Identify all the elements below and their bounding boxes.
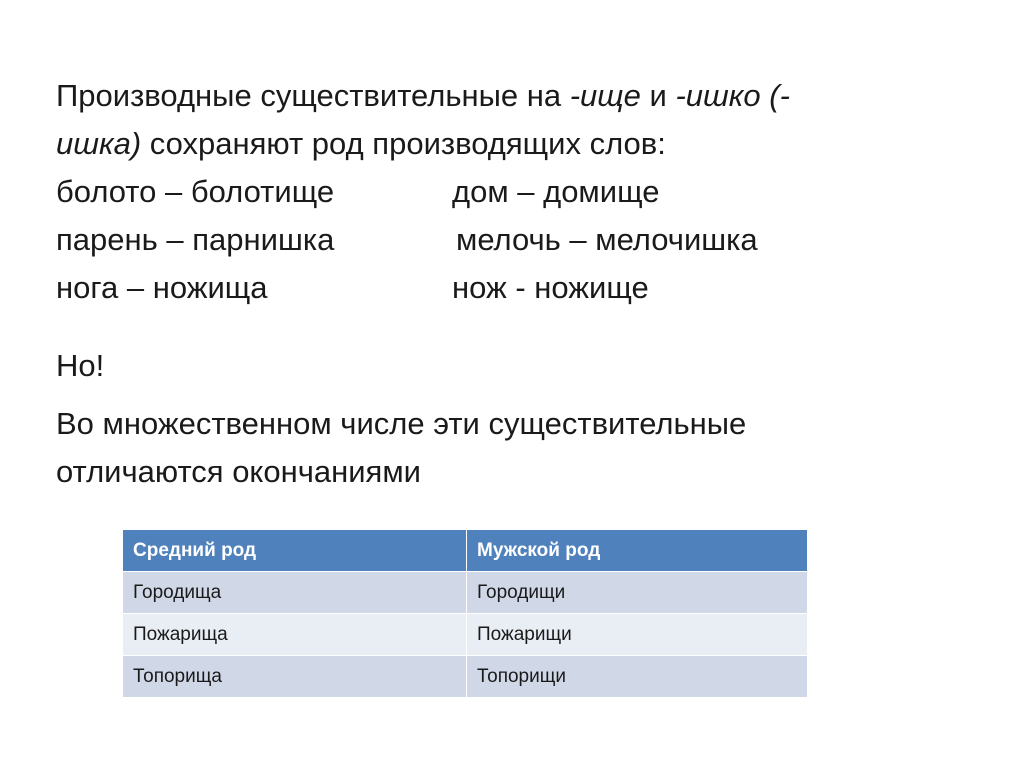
intro-text: Производные существительные на: [56, 78, 570, 113]
table-cell: Пожарища: [123, 614, 467, 656]
header-masculine: Мужской род: [467, 530, 808, 572]
intro-rest: сохраняют род производящих слов:: [141, 126, 666, 161]
table-header-row: [123, 530, 808, 572]
example-left: болото – болотище: [56, 174, 335, 209]
intro-line-2: [56, 120, 976, 168]
example-right: мелочь – мелочишка: [456, 222, 758, 257]
table-cell: Топорищи: [467, 656, 808, 698]
example-row: [56, 264, 976, 312]
example-right: дом – домище: [452, 174, 660, 209]
table-cell: Пожарищи: [467, 614, 808, 656]
suffix-ishka: ишка): [56, 126, 142, 161]
intro-and: и: [640, 78, 676, 113]
example-right: нож - ножище: [452, 270, 649, 305]
table-cell: Городища: [123, 572, 467, 614]
table-row: [123, 656, 808, 698]
header-neuter: Средний род: [123, 530, 467, 572]
table-cell: Городищи: [467, 572, 808, 614]
suffix-ische: -ище: [569, 78, 641, 113]
example-row: [56, 216, 976, 264]
slide-text: [56, 72, 976, 496]
table-row: [123, 614, 808, 656]
table-cell: Топорища: [123, 656, 467, 698]
table-row: [123, 572, 808, 614]
intro-line-1: [56, 72, 976, 120]
spacer: [56, 390, 976, 400]
suffix-ishko: -ишко (-: [675, 78, 790, 113]
example-left: нога – ножища: [56, 270, 268, 305]
plural-line-2: отличаются окончаниями: [56, 454, 421, 489]
plural-line-1: Во множественном числе эти существительные: [56, 406, 747, 441]
example-row: [56, 168, 976, 216]
spacer: [56, 312, 976, 342]
note-text: Но!: [56, 348, 105, 383]
example-left: парень – парнишка: [56, 222, 335, 257]
gender-table: [122, 529, 808, 698]
